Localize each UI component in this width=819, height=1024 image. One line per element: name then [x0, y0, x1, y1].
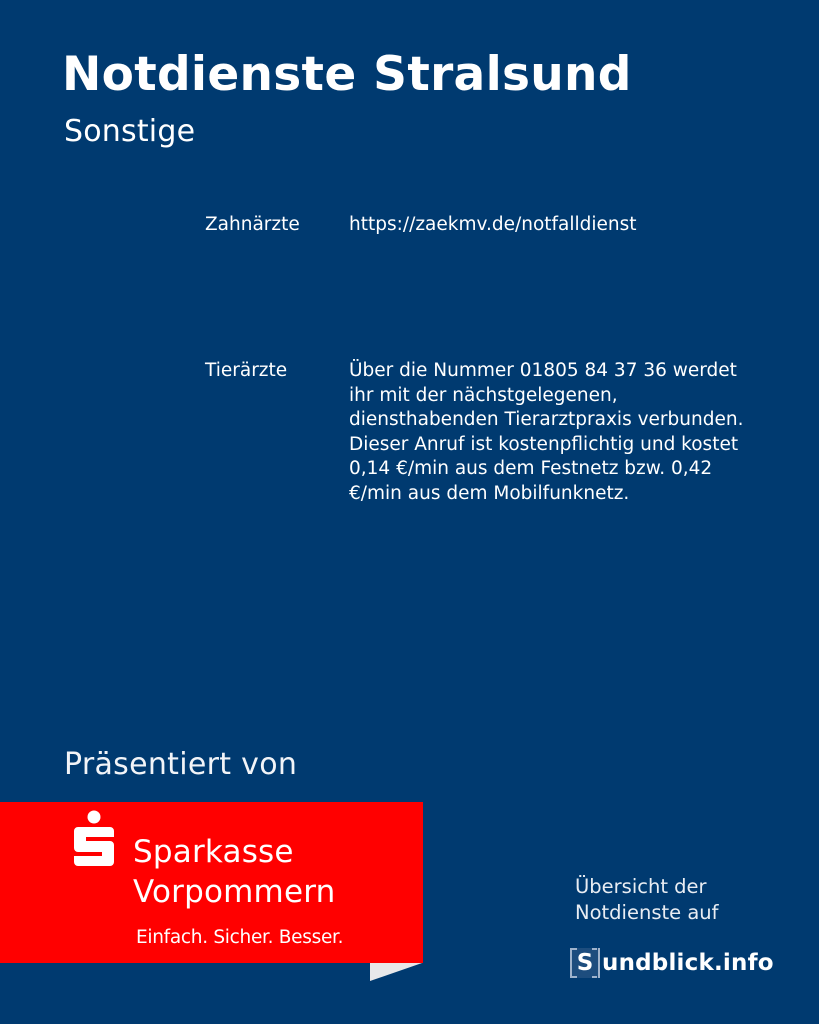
entry-link[interactable]: https://zaekmv.de/notfalldienst [349, 214, 637, 235]
entry-tieraerzte [205, 359, 765, 507]
entry-zahnaerzte [205, 213, 765, 238]
sponsor-name-line2: Vorpommern [133, 874, 336, 910]
sundblick-logo[interactable] [570, 946, 774, 980]
overview-line1: Übersicht der [575, 875, 707, 898]
sundblick-s-icon: S [570, 948, 600, 978]
overview-line2: Notdienste auf [575, 901, 719, 924]
page-title: Notdienste Stralsund [62, 47, 632, 102]
entry-label: Tierärzte [205, 360, 288, 381]
presented-by-label: Präsentiert von [64, 747, 298, 782]
sparkasse-s-icon [72, 810, 116, 868]
page-subtitle: Sonstige [64, 114, 196, 149]
entry-description: Über die Nummer 01805 84 37 36 werdet ihr mit der nächstgelegenen, diensthabenden Tierarztpraxis verbunden. Dieser Anruf ist kostenpflichtig und kostet 0,14 €/min aus dem Festnetz bzw. 0,42 €/min aus dem Mobilfunknetz. [349, 360, 744, 504]
entry-label: Zahnärzte [205, 214, 300, 235]
sponsor-name-line1: Sparkasse [133, 834, 294, 870]
sponsor-slogan: Einfach. Sicher. Besser. [136, 927, 344, 948]
banner-fold-corner [370, 963, 422, 981]
sundblick-wordmark: undblick.info [602, 950, 774, 976]
overview-text [575, 874, 719, 926]
sponsor-name [133, 832, 335, 912]
